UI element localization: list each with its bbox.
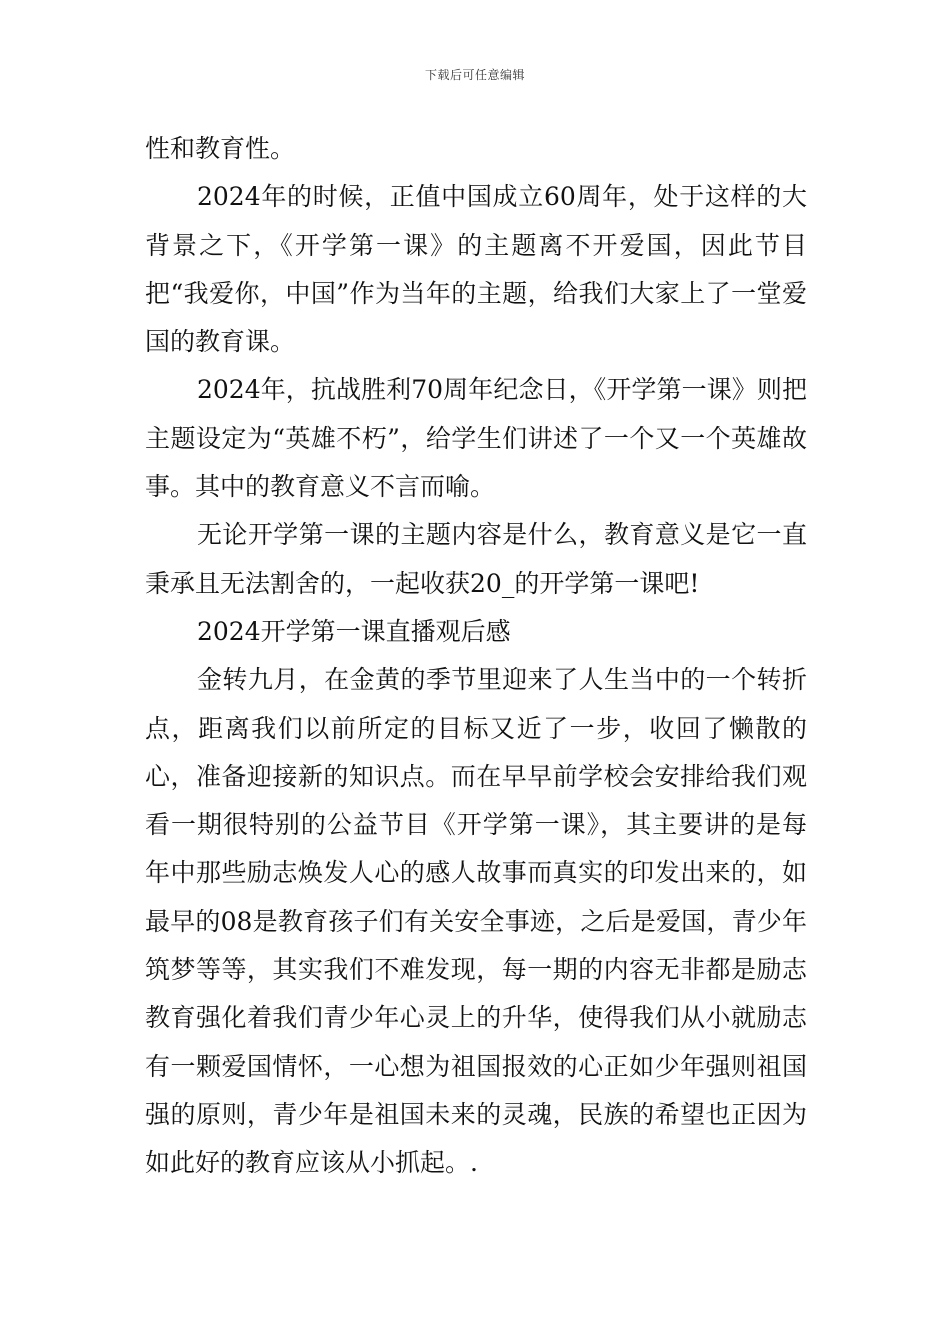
paragraph-2024-70th-anniversary: 2024年，抗战胜利70周年纪念日，《开学第一课》则把主题设定为“英雄不朽”，给学生们讲述了一个又一个英雄故事。其中的教育意义不言而喻。 [145, 375, 807, 502]
section-title: 2024开学第一课直播观后感 [197, 616, 511, 646]
paragraph-reflection: 金转九月，在金黄的季节里迎来了人生当中的一个转折点，距离我们以前所定的目标又近了一步，收回了懒散的心，准备迎接新的知识点。而在早早前学校会安排给我们观看一期很特别的公益节目《开学第一课》，其主要讲的是每年中那些励志焕发人心的感人故事而真实的印发出来的，如最早的08是教育孩子们有关安全事迹，之后是爱国，青少年筑梦等等，其实我们不难发现，每一期的内容无非都是励志教育强化着我们青少年心灵上的升华，使得我们从小就励志有一颗爱国情怀，一心想为祖国报效的心正如少年强则祖国强的原则，青少年是祖国未来的灵魂，民族的希望也正因为如此好的教育应该从小抓起。. [145, 665, 807, 1178]
document-body [145, 125, 807, 1188]
paragraph-conclusion: 无论开学第一课的主题内容是什么，教育意义是它一直秉承且无法割舍的，一起收获20_的开学第一课吧! [145, 520, 807, 598]
header-note: 下载后可任意编辑 [424, 68, 525, 82]
paragraph-continuation: 性和教育性。 [145, 134, 296, 163]
paragraph-2024-60th-anniversary: 2024年的时候，正值中国成立60周年，处于这样的大背景之下，《开学第一课》的主题离不开爱国，因此节目把“我爱你，中国”作为当年的主题，给我们大家上了一堂爱国的教育课。 [145, 182, 807, 357]
